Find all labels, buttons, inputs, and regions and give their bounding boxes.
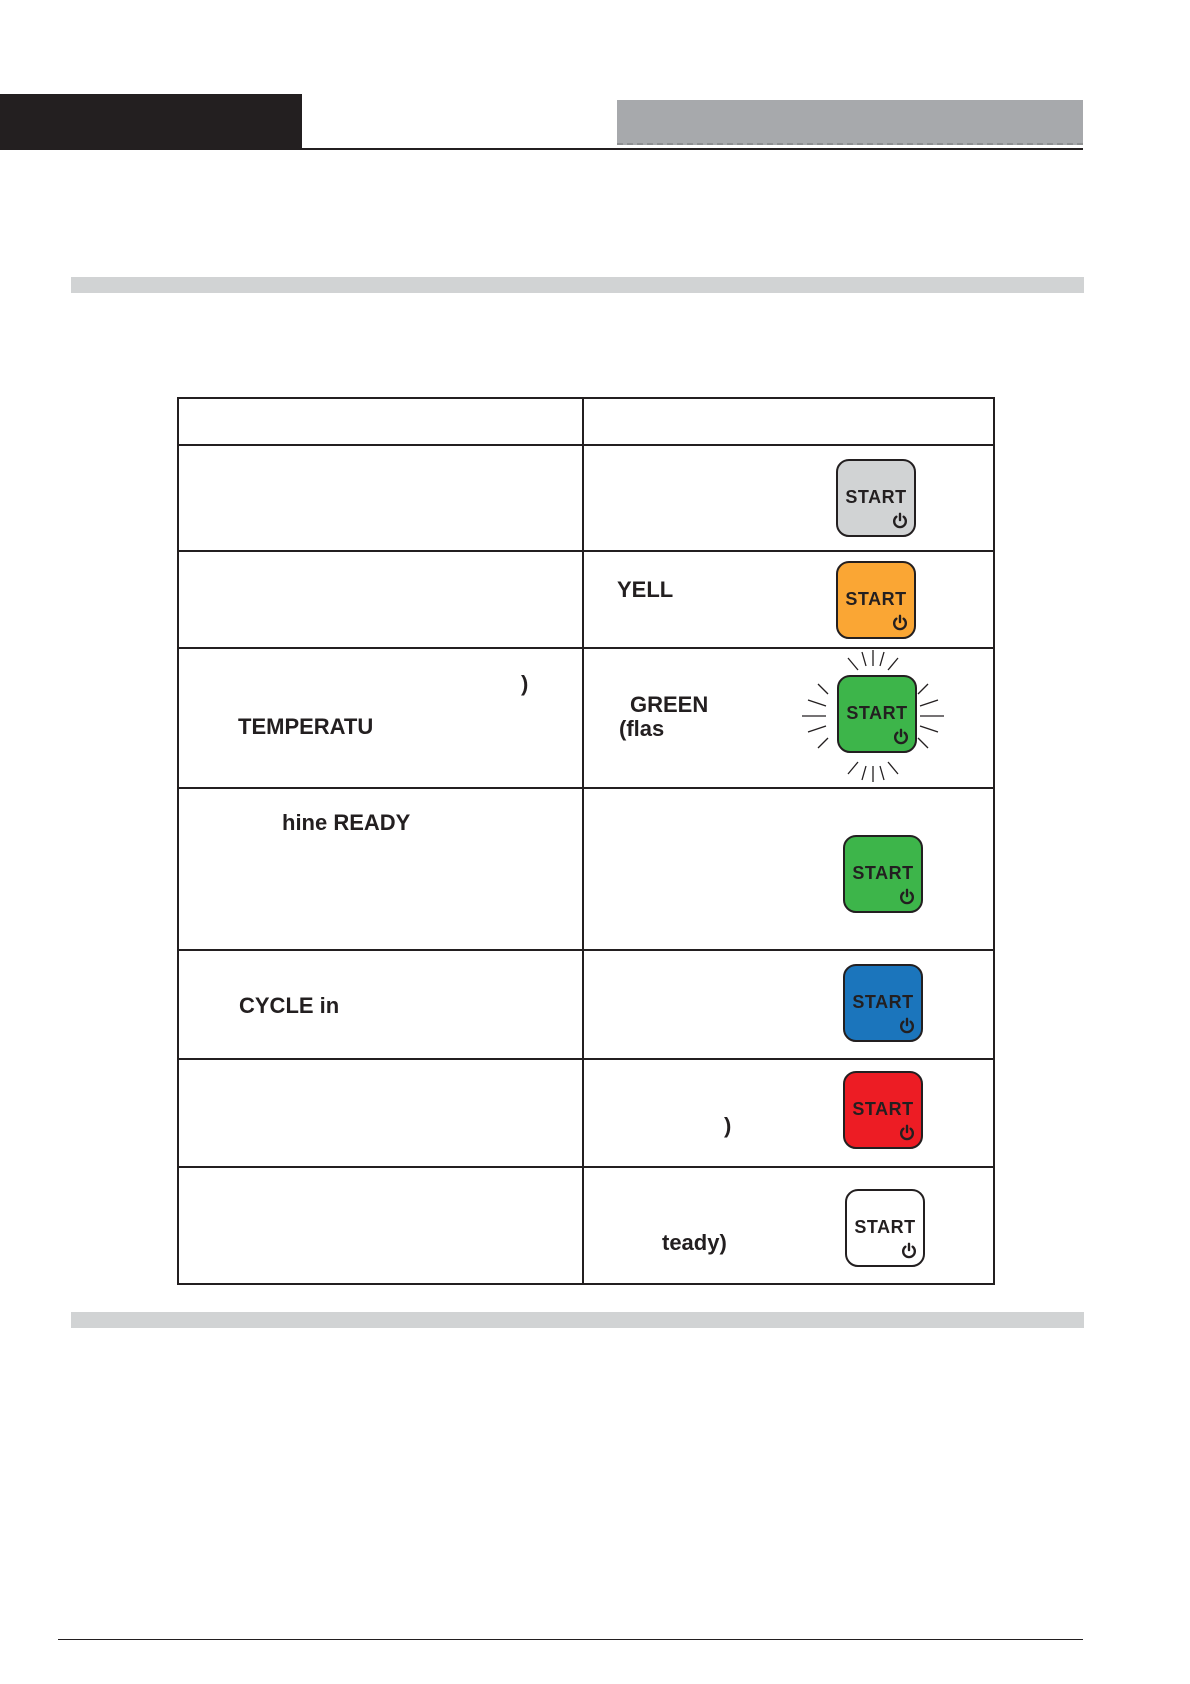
power-icon — [898, 1017, 916, 1035]
header-cell-right — [583, 398, 994, 445]
start-label: START — [852, 992, 914, 1012]
row-indicator-cell — [583, 1059, 994, 1167]
start-button-red — [843, 1071, 923, 1149]
table-row — [178, 788, 994, 950]
table-row — [178, 950, 994, 1059]
row-indicator-cell — [583, 551, 994, 648]
flashing-rays-icon — [800, 648, 946, 784]
table-row — [178, 445, 994, 551]
footer-rule — [58, 1639, 1083, 1640]
status-text: ) — [724, 1113, 732, 1138]
header-cell-left — [178, 398, 583, 445]
condition-text: ) — [521, 671, 529, 696]
row-condition-cell — [178, 551, 583, 648]
start-button-blue — [843, 964, 923, 1042]
header-rule — [302, 148, 1083, 150]
row-indicator-cell — [583, 445, 994, 551]
row-condition-cell — [178, 1167, 583, 1284]
start-button-yellow — [836, 561, 916, 639]
start-label: START — [854, 1217, 916, 1237]
row-indicator-cell — [583, 950, 994, 1059]
section-divider-bottom — [71, 1312, 1084, 1328]
status-text: teady) — [662, 1230, 727, 1255]
power-icon — [891, 614, 909, 632]
table-row — [178, 551, 994, 648]
section-divider-top — [71, 277, 1084, 293]
header-black-tab — [0, 94, 302, 150]
start-button-status-table — [177, 397, 995, 1285]
power-icon — [891, 512, 909, 530]
power-icon — [898, 888, 916, 906]
row-condition-cell — [178, 1059, 583, 1167]
power-icon — [898, 1124, 916, 1142]
status-text: (flas — [619, 716, 665, 741]
row-condition-cell — [178, 648, 583, 788]
row-indicator-cell — [583, 788, 994, 950]
row-condition-cell — [178, 788, 583, 950]
start-label: START — [846, 703, 908, 723]
row-indicator-cell — [583, 1167, 994, 1284]
start-label: START — [852, 1099, 914, 1119]
table-row — [178, 1059, 994, 1167]
row-condition-cell — [178, 950, 583, 1059]
condition-text: CYCLE in — [239, 993, 340, 1018]
start-button-white — [845, 1189, 925, 1267]
row-condition-cell — [178, 445, 583, 551]
table-row — [178, 1167, 994, 1284]
start-label: START — [845, 487, 907, 507]
start-button-gray — [836, 459, 916, 537]
header-gray-banner — [617, 100, 1083, 145]
start-label: START — [845, 589, 907, 609]
power-icon — [900, 1242, 918, 1260]
status-text: YELL — [617, 577, 674, 602]
status-text: GREEN — [630, 692, 709, 717]
table-header-row — [178, 398, 994, 445]
condition-text: hine READY — [282, 810, 411, 835]
start-button-green — [843, 835, 923, 913]
start-label: START — [852, 863, 914, 883]
condition-text: TEMPERATU — [238, 714, 374, 739]
